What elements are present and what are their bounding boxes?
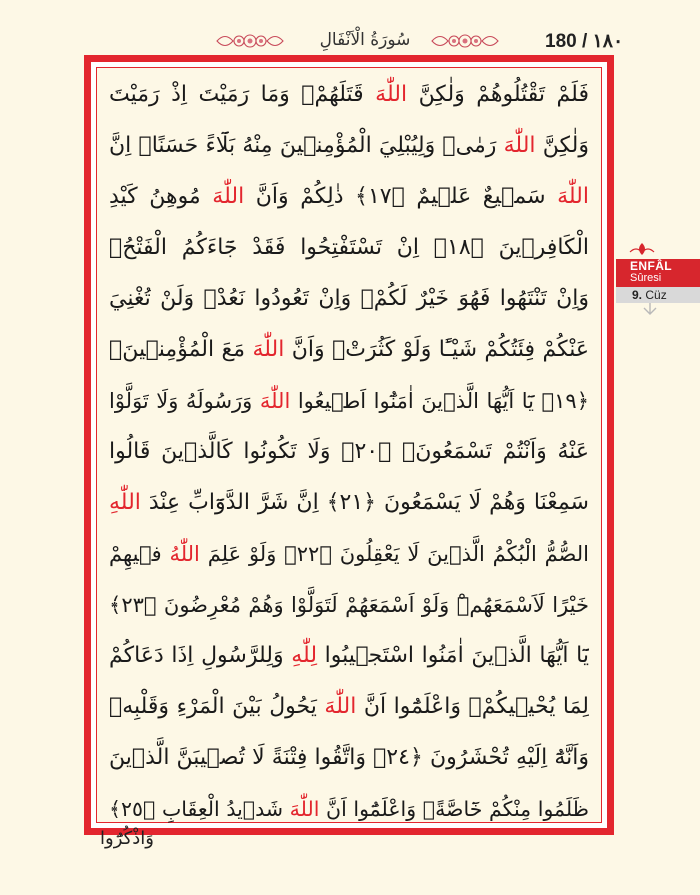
- surah-tab[interactable]: [616, 247, 700, 307]
- divine-name: اللّٰهُ: [169, 542, 200, 566]
- surah-title: سُورَةُ الْاَنْفَالِ: [319, 30, 411, 50]
- divine-name: اللّٰهَ: [503, 133, 536, 158]
- page-header: [0, 0, 700, 62]
- verse-lines: [109, 68, 589, 822]
- floral-ornament-icon: [215, 30, 285, 52]
- divine-name: اللّٰهَ: [289, 797, 320, 821]
- verse-line: لِمَا يُحْي۪يكُمْۚ وَاعْلَمُٓوا اَنَّ اللّٰهَ يَحُولُ بَيْنَ الْمَرْءِ وَقَلْبِه۪: [109, 694, 589, 719]
- floral-ornament-icon: [430, 30, 500, 52]
- verse-line: اللّٰهَ سَم۪يعٌ عَل۪يمٌ ﴿١٧﴾ ذٰلِكُمْ وَاَنَّ اللّٰهَ مُوهِنُ كَيْدِ: [109, 184, 589, 209]
- page-number: 180 / ١٨٠: [545, 31, 624, 52]
- juz-number: 9.: [632, 288, 643, 302]
- surah-tab-label: Sûresi: [630, 272, 662, 284]
- divine-name: اللّٰهَ: [375, 82, 408, 107]
- verse-line: خَيْرًا لَاَسْمَعَهُمْۜ وَلَوْ اَسْمَعَهُمْ لَتَوَلَّوْا وَهُمْ مُعْرِضُونَ ﴿٢٣﴾: [109, 593, 589, 617]
- verse-line: ظَلَمُوا مِنْكُمْ خَٓاصَّةًۚ وَاعْلَمُٓوا اَنَّ اللّٰهَ شَد۪يدُ الْعِقَابِ ﴿٢٥﴾: [109, 797, 589, 821]
- divine-name: اللّٰهَ: [557, 184, 589, 209]
- verse-line: ﴿١٩﴾ يَٓا اَيُّهَا الَّذ۪ينَ اٰمَنُٓوا اَط۪يعُوا اللّٰهَ وَرَسُولَهُ وَلَا تَوَلَّوْا: [109, 389, 589, 413]
- verse-line: وَاِنْ تَنْتَهُوا فَهُوَ خَيْرٌ لَكُمْۚ وَاِنْ تَعُودُوا نَعُدْۚ وَلَنْ تُغْنِيَ: [109, 286, 589, 311]
- divine-name: اللّٰهَ: [324, 694, 357, 719]
- verse-line: فَلَمْ تَقْتُلُوهُمْ وَلٰكِنَّ اللّٰهَ قَتَلَهُمْۖ وَمَا رَمَيْتَ اِذْ رَمَيْتَ: [109, 82, 589, 107]
- flourish-icon: [640, 303, 660, 315]
- divine-name: لِلّٰهِ: [291, 643, 318, 668]
- juz-text: Cüz: [645, 288, 667, 302]
- verse-line: عَنْكُمْ فِئَتُكُمْ شَيْـًٔا وَلَوْ كَثُرَتْۙ وَاَنَّ اللّٰهَ مَعَ الْمُؤْمِن۪ينَ۟: [109, 337, 589, 362]
- divine-name: اللّٰهِ: [109, 490, 141, 515]
- verse-line: سَمِعْنَا وَهُمْ لَا يَسْمَعُونَ ﴿٢١﴾ اِنَّ شَرَّ الدَّوَٓابِّ عِنْدَ اللّٰهِ: [109, 490, 589, 515]
- verse-line: يَٓا اَيُّهَا الَّذ۪ينَ اٰمَنُوا اسْتَج۪يبُوا لِلّٰهِ وَلِلرَّسُولِ اِذَا دَعَاكُمْ: [109, 643, 589, 668]
- text-area: [96, 67, 602, 823]
- divine-name: اللّٰهَ: [212, 184, 245, 209]
- catchword: وَاذْكُرُٓوا: [100, 828, 154, 849]
- text-frame: [84, 55, 614, 835]
- surah-tab-name: ENFÂL: [630, 259, 672, 273]
- divine-name: اللّٰهَ: [259, 389, 291, 413]
- juz-label: [632, 288, 667, 302]
- verse-line: الْكَافِر۪ينَ ﴿١٨﴾ اِنْ تَسْتَفْتِحُوا فَقَدْ جَٓاءَكُمُ الْفَتْحُۚ: [109, 235, 589, 260]
- verse-line: الصُّمُّ الْبُكْمُ الَّذ۪ينَ لَا يَعْقِلُونَ ﴿٢٢﴾ وَلَوْ عَلِمَ اللّٰهُ ف۪يهِمْ: [109, 542, 589, 566]
- verse-line: وَلٰكِنَّ اللّٰهَ رَمٰىۚ وَلِيُبْلِيَ الْمُؤْمِن۪ينَ مِنْهُ بَلَٓاءً حَسَنًاۜ اِنَّ: [109, 133, 589, 158]
- verse-line: عَنْهُ وَاَنْتُمْ تَسْمَعُونَۚ ﴿٢٠﴾ وَلَا تَكُونُوا كَالَّذ۪ينَ قَالُوا: [109, 439, 589, 464]
- divine-name: اللّٰهَ: [252, 337, 285, 362]
- verse-line: وَاَنَّهُٓ اِلَيْهِ تُحْشَرُونَ ﴿٢٤﴾ وَاتَّقُوا فِتْنَةً لَا تُص۪يبَنَّ الَّذ۪ينَ: [109, 745, 589, 770]
